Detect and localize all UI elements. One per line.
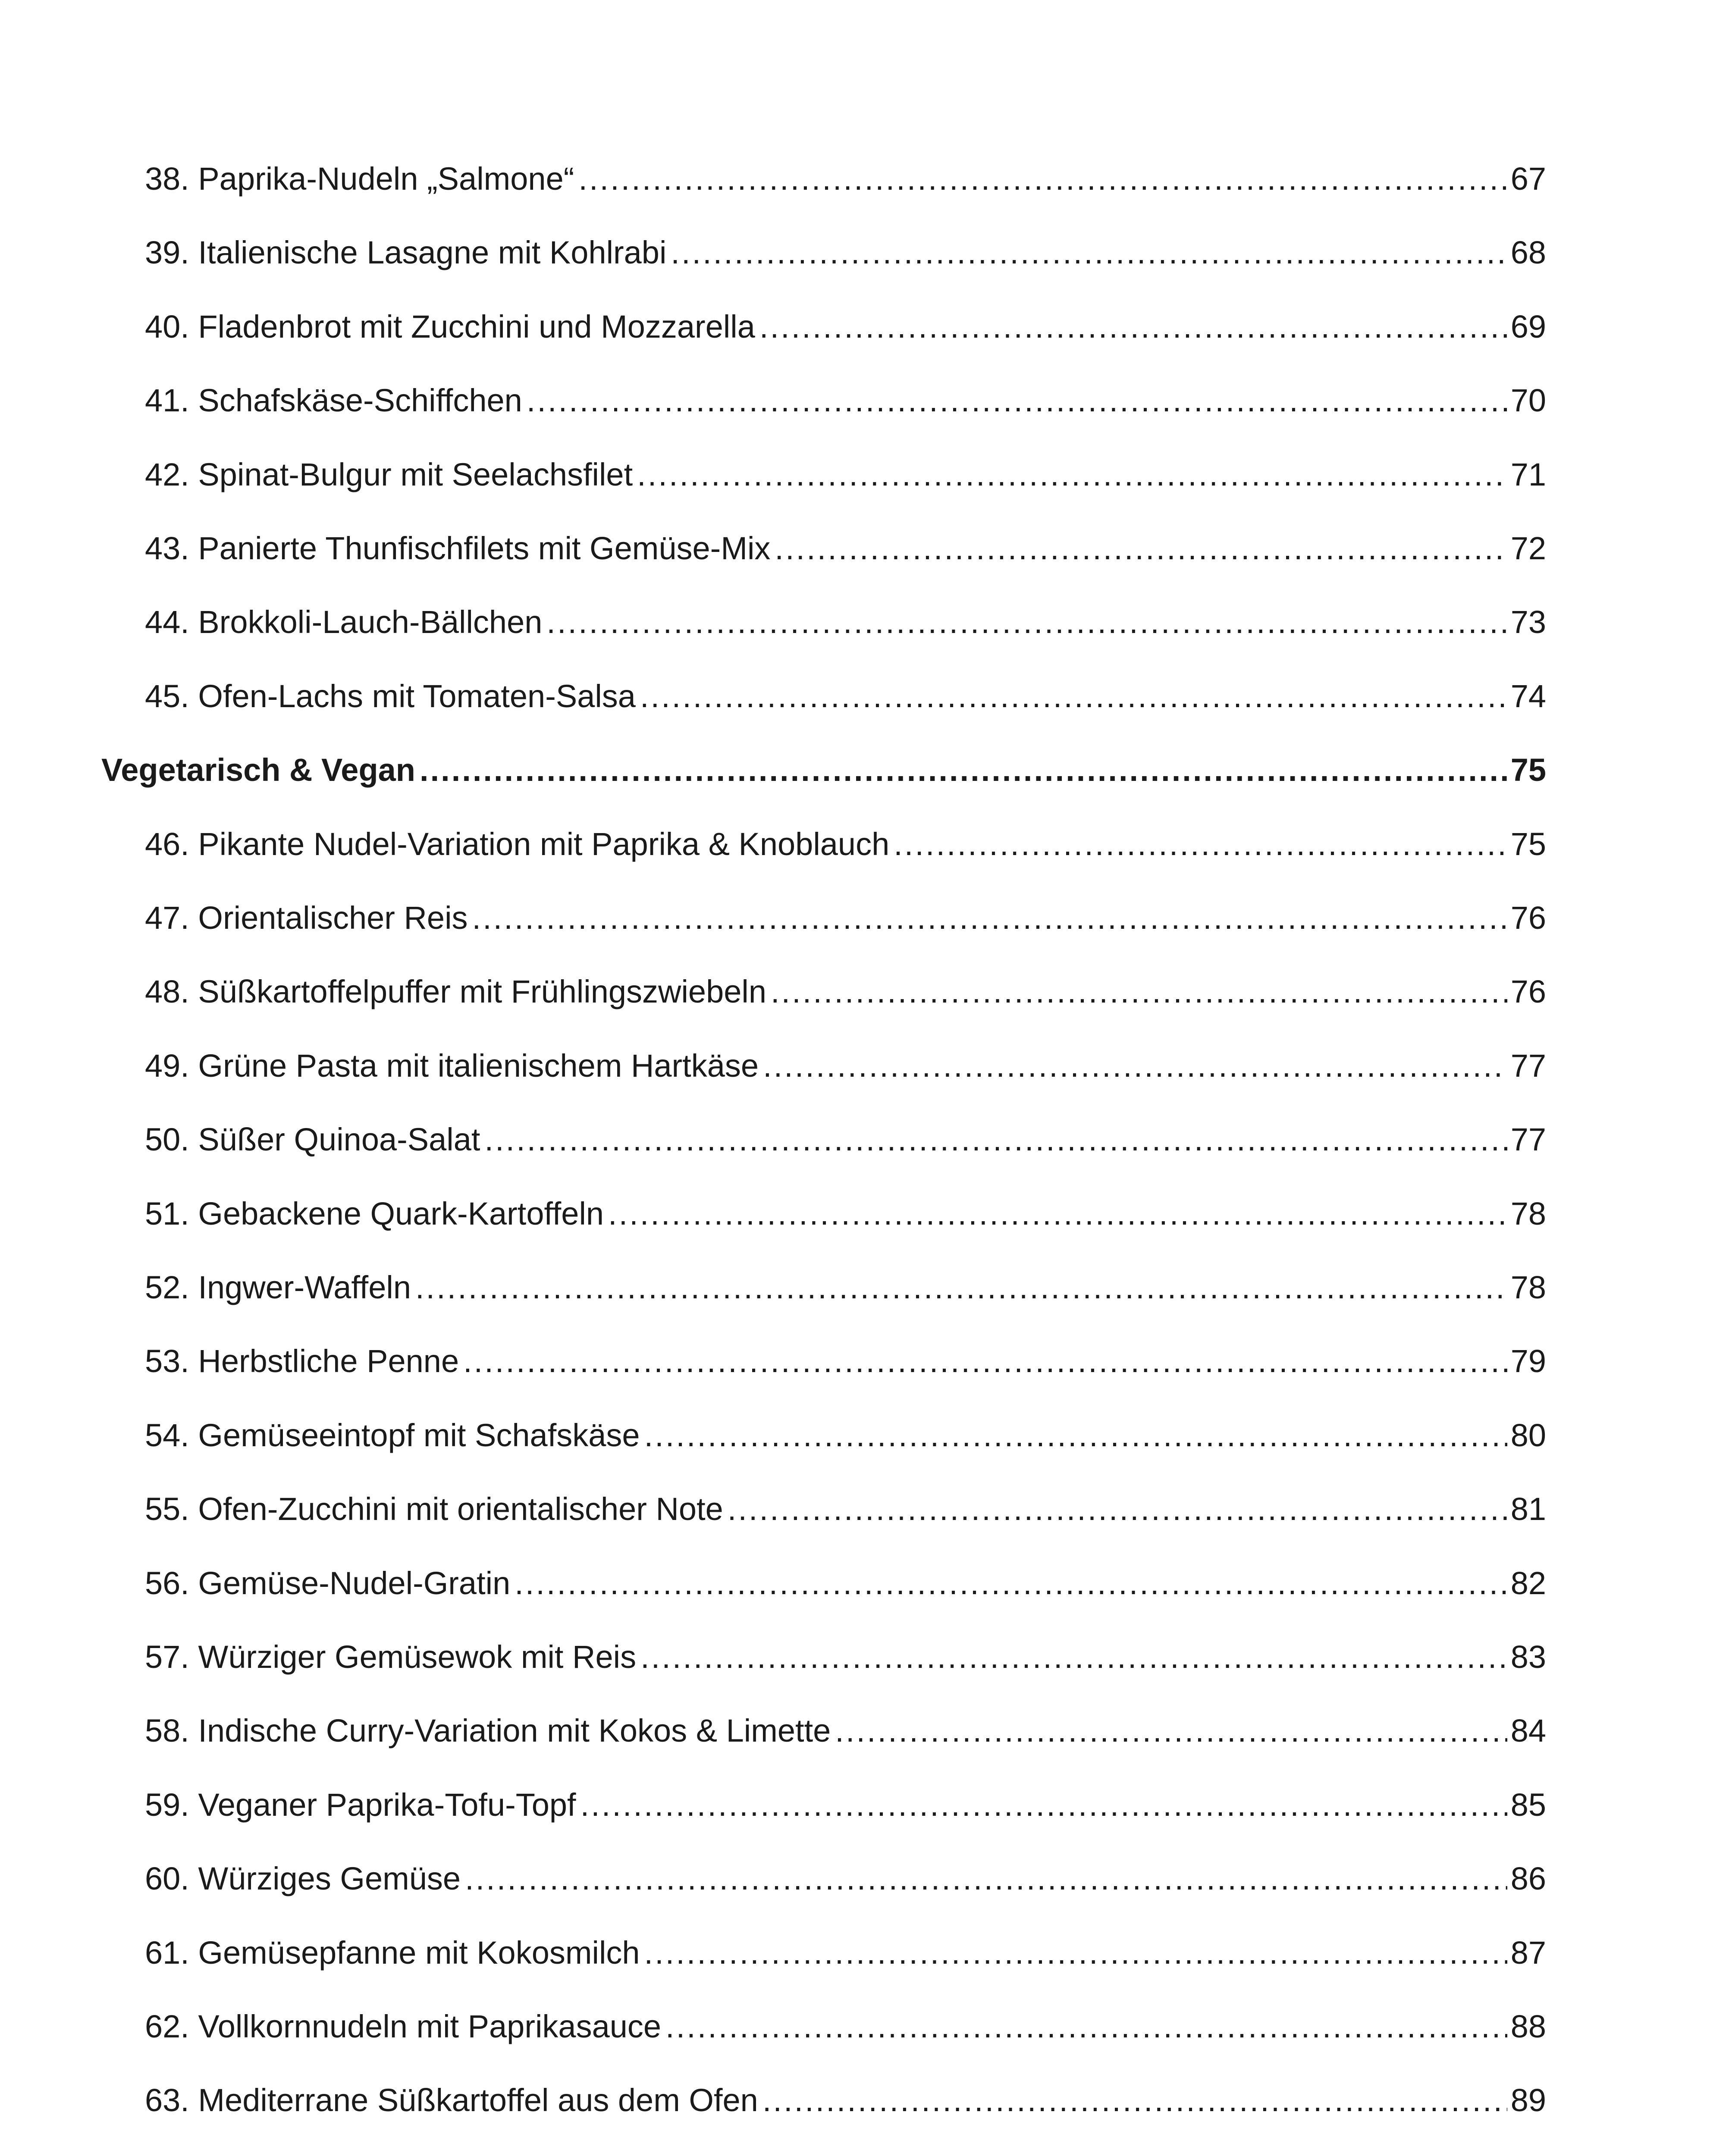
toc-dot-leader	[894, 818, 1507, 870]
toc-entry-title: 58. Indische Curry-Variation mit Kokos & Limette	[145, 1713, 831, 1749]
toc-dot-leader	[527, 375, 1507, 426]
toc-page-number: 79	[1510, 1343, 1546, 1379]
toc-dot-leader	[775, 523, 1507, 574]
toc-dot-leader	[484, 1114, 1507, 1166]
toc-dot-leader	[671, 227, 1507, 279]
toc-dot-leader	[762, 2075, 1507, 2126]
toc-dot-leader	[420, 744, 1507, 796]
toc-entry-title: 53. Herbstliche Penne	[145, 1343, 459, 1379]
toc-entry-title: 45. Ofen-Lachs mit Tomaten-Salsa	[145, 678, 636, 714]
toc-entry	[145, 1853, 1546, 1905]
toc-page-number: 88	[1510, 2009, 1546, 2044]
toc-dot-leader	[463, 1335, 1507, 1387]
toc-dot-leader	[728, 1483, 1507, 1535]
toc-dot-leader	[835, 1705, 1507, 1757]
toc-entry-title: 57. Würziger Gemüsewok mit Reis	[145, 1639, 637, 1675]
toc-entry	[145, 892, 1546, 944]
toc-page-number: 75	[1510, 752, 1546, 788]
toc-dot-leader	[578, 153, 1507, 205]
toc-entry	[145, 1040, 1546, 1092]
toc-entry-title: 49. Grüne Pasta mit italienischem Hartkäse	[145, 1047, 759, 1084]
toc-dot-leader	[580, 1779, 1507, 1831]
toc-entry-title	[145, 2149, 747, 2156]
toc-entry	[145, 1483, 1546, 1535]
toc-entry-title: 54. Gemüseeintopf mit Schafskäse	[145, 1417, 640, 1453]
toc-entry-title: 46. Pikante Nudel-Variation mit Paprika & Knoblauch	[145, 826, 890, 862]
toc-entry	[145, 1410, 1546, 1461]
toc-entry	[145, 1705, 1546, 1757]
toc-page-number: 89	[1510, 2082, 1546, 2118]
toc-entry-title: 48. Süßkartoffelpuffer mit Frühlingszwiebeln	[145, 974, 766, 1010]
toc-entry	[145, 966, 1546, 1018]
toc-dot-leader	[771, 966, 1507, 1018]
toc-entry	[145, 818, 1546, 870]
toc-entry	[145, 2075, 1546, 2126]
toc-page-number: 87	[1510, 1934, 1546, 1971]
toc-page-number: 78	[1510, 1195, 1546, 1232]
toc-entry	[145, 1631, 1546, 1683]
toc-dot-leader	[465, 1853, 1507, 1905]
toc-dot-leader	[640, 671, 1507, 722]
toc-entry	[145, 1335, 1546, 1387]
toc-entry	[145, 301, 1546, 353]
toc-entry-title: 44. Brokkoli-Lauch-Bällchen	[145, 604, 543, 640]
toc-entry-title: 62. Vollkornnudeln mit Paprikasauce	[145, 2009, 662, 2044]
toc-page-number: 74	[1510, 678, 1546, 714]
toc-entry	[145, 375, 1546, 426]
toc-dot-leader	[515, 1557, 1507, 1609]
toc-page-number: 72	[1510, 530, 1546, 566]
toc-page-number: 67	[1510, 161, 1546, 197]
toc-entry-title: 39. Italienische Lasagne mit Kohlrabi	[145, 235, 667, 271]
toc-entry-title: 63. Mediterrane Süßkartoffel aus dem Ofen	[145, 2082, 758, 2118]
toc-entry	[145, 523, 1546, 574]
toc-page-number: 82	[1510, 1565, 1546, 1601]
toc-section-heading	[101, 744, 1546, 796]
toc-entry	[145, 1557, 1546, 1609]
toc-page-number: 68	[1510, 235, 1546, 271]
toc-dot-leader	[415, 1262, 1507, 1313]
toc-entry-title: 47. Orientalischer Reis	[145, 900, 468, 936]
toc-page-number: 77	[1510, 1047, 1546, 1084]
toc-dot-leader	[644, 1410, 1507, 1461]
toc-page-number: 76	[1510, 900, 1546, 936]
toc-page-number: 77	[1510, 1122, 1546, 1158]
toc-entry	[145, 1188, 1546, 1240]
toc-page-number: 84	[1510, 1713, 1546, 1749]
toc-dot-leader	[759, 301, 1507, 353]
toc-page-number: 80	[1510, 1417, 1546, 1453]
toc-dot-leader	[472, 892, 1507, 944]
toc-entry-title: 55. Ofen-Zucchini mit orientalischer Note	[145, 1491, 723, 1527]
toc-page-number	[1507, 2149, 1546, 2156]
toc-dot-leader	[546, 596, 1507, 648]
toc-entry	[145, 2149, 1546, 2156]
toc-entry-title: Vegetarisch & Vegan	[101, 752, 416, 788]
toc-entry-title: 51. Gebackene Quark-Kartoffeln	[145, 1195, 604, 1232]
toc-dot-leader	[640, 1631, 1507, 1683]
toc-page-number: 69	[1510, 308, 1546, 345]
toc-page-number: 78	[1510, 1269, 1546, 1305]
toc-entry-title: 41. Schafskäse-Schiffchen	[145, 382, 522, 419]
toc-entry-title: 42. Spinat-Bulgur mit Seelachsfilet	[145, 456, 633, 492]
toc-dot-leader	[747, 2149, 1507, 2156]
toc-entry	[145, 2001, 1546, 2053]
toc-dot-leader	[644, 1927, 1507, 1979]
toc-dot-leader	[637, 449, 1507, 501]
toc-entry-title: 43. Panierte Thunfischfilets mit Gemüse-Mix	[145, 530, 771, 566]
toc-dot-leader	[608, 1188, 1507, 1240]
toc-entry	[145, 227, 1546, 279]
toc-entry-title: 52. Ingwer-Waffeln	[145, 1269, 411, 1305]
toc-entry-title: 61. Gemüsepfanne mit Kokosmilch	[145, 1934, 640, 1971]
toc-page-number: 76	[1510, 974, 1546, 1010]
toc-entry	[145, 153, 1546, 205]
toc-entry	[145, 596, 1546, 648]
toc-dot-leader	[665, 2001, 1507, 2053]
toc-entry-title: 50. Süßer Quinoa-Salat	[145, 1122, 480, 1158]
toc-entry	[145, 1779, 1546, 1831]
toc-dot-leader	[763, 1040, 1507, 1092]
toc-entry-title: 60. Würziges Gemüse	[145, 1861, 461, 1897]
toc-page-number: 81	[1510, 1491, 1546, 1527]
toc-entry-title: 59. Veganer Paprika-Tofu-Topf	[145, 1786, 576, 1823]
toc-page-number: 85	[1510, 1786, 1546, 1823]
toc-entry	[145, 1927, 1546, 1979]
toc-entry-title: 40. Fladenbrot mit Zucchini und Mozzarella	[145, 308, 755, 345]
toc-entry	[145, 449, 1546, 501]
toc-page-number: 75	[1510, 826, 1546, 862]
toc-entry	[145, 671, 1546, 722]
toc-page-number: 70	[1510, 382, 1546, 419]
toc-page-number: 73	[1510, 604, 1546, 640]
toc-entry	[145, 1262, 1546, 1313]
toc-entry	[145, 1114, 1546, 1166]
toc-entry-title: 38. Paprika-Nudeln „Salmone“	[145, 161, 574, 197]
toc-page-number: 71	[1510, 456, 1546, 492]
toc-entry-title: 56. Gemüse-Nudel-Gratin	[145, 1565, 511, 1601]
toc-page-number: 83	[1510, 1639, 1546, 1675]
toc-page-number: 86	[1510, 1861, 1546, 1897]
